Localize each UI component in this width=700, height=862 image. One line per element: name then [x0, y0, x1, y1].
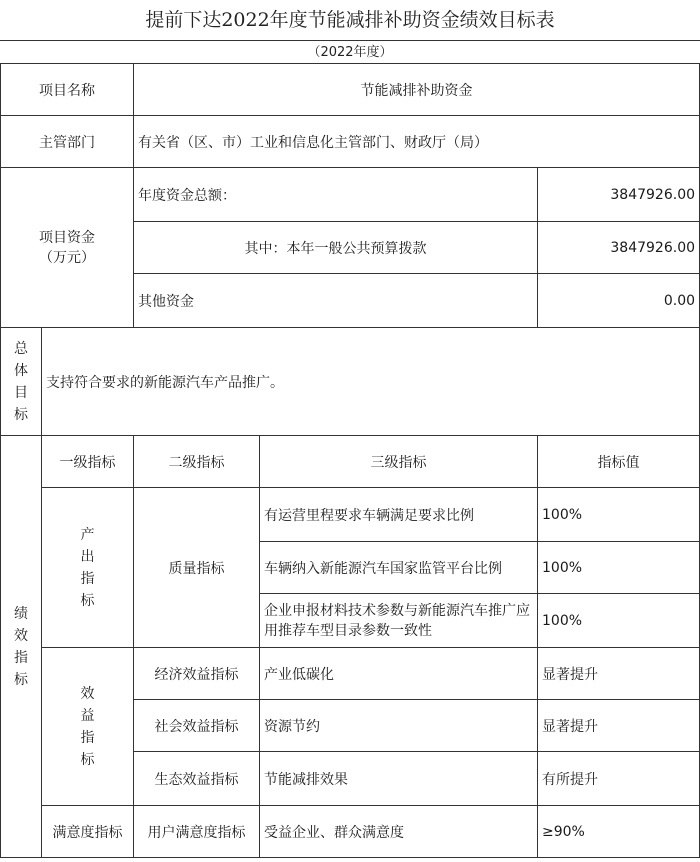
quality-indicator-label: 质量指标: [134, 488, 260, 648]
performance-indicator-label-char: 绩: [14, 605, 28, 622]
indicator-value: 100%: [538, 488, 700, 542]
other-funds-value: 0.00: [538, 274, 700, 328]
overall-goal-label-char: 标: [14, 406, 28, 423]
benefit-indicator-label-char: 效: [80, 685, 95, 702]
page-title: 提前下达2022年度节能减排补助资金绩效目标表: [145, 9, 555, 31]
indicator-row: [1, 648, 700, 700]
funds-total-row: [1, 168, 700, 222]
indicator-value: 显著提升: [538, 648, 700, 700]
funds-label-unit: （万元）: [39, 249, 95, 266]
total-funds-label: 年度资金总额：: [134, 168, 538, 222]
performance-indicator-label-char: 标: [14, 671, 28, 688]
department-value: 有关省（区、市）工业和信息化主管部门、财政厅（局）: [134, 116, 700, 168]
indicator-level2: 经济效益指标: [134, 648, 260, 700]
satisfaction-indicator-label: 满意度指标: [42, 806, 134, 858]
indicator-level2: 社会效益指标: [134, 700, 260, 752]
indicator-header-row: [1, 436, 700, 488]
indicator-name: 产业低碳化: [260, 648, 538, 700]
indicator-value: 有所提升: [538, 752, 700, 806]
header-level2: 二级指标: [134, 436, 260, 488]
funds-label-main: 项目资金: [39, 229, 95, 246]
indicator-value: 显著提升: [538, 700, 700, 752]
department-label: 主管部门: [1, 116, 134, 168]
indicator-value: ≥90%: [538, 806, 700, 858]
indicator-name: 企业申报材料技术参数与新能源汽车推广应用推荐车型目录参数一致性: [260, 594, 538, 648]
total-funds-value: 3847926.00: [538, 168, 700, 222]
funds-label: [1, 168, 134, 328]
indicator-value: 100%: [538, 594, 700, 648]
performance-indicator-label: [1, 436, 42, 858]
benefit-indicator-label: [42, 648, 134, 806]
output-indicator-label-char: 产: [80, 526, 95, 543]
output-indicator-label-char: 出: [80, 548, 95, 565]
project-name-row: [1, 64, 700, 116]
year-label: （2022年度）: [0, 40, 700, 64]
other-funds-label: 其他资金: [134, 274, 538, 328]
benefit-indicator-label-char: 益: [80, 707, 95, 724]
indicator-name: 资源节约: [260, 700, 538, 752]
benefit-indicator-label-char: 标: [80, 751, 95, 768]
department-row: [1, 116, 700, 168]
budget-funds-label: 其中：本年一般公共预算拨款: [134, 222, 538, 274]
project-name-label: 项目名称: [1, 64, 134, 116]
indicator-value: 100%: [538, 542, 700, 594]
target-table: [0, 63, 700, 858]
header-level1: 一级指标: [42, 436, 134, 488]
overall-goal-label: [1, 328, 42, 436]
header-value: 指标值: [538, 436, 700, 488]
performance-indicator-label-char: 效: [14, 627, 28, 644]
budget-funds-value: 3847926.00: [538, 222, 700, 274]
header-level3: 三级指标: [260, 436, 538, 488]
performance-indicator-label-char: 指: [14, 649, 28, 666]
output-indicator-label-char: 指: [80, 570, 95, 587]
overall-goal-text: 支持符合要求的新能源汽车产品推广。: [42, 328, 700, 436]
output-indicator-label: [42, 488, 134, 648]
overall-goal-label-char: 总: [14, 340, 28, 357]
indicator-row: [1, 488, 700, 542]
indicator-level2: 生态效益指标: [134, 752, 260, 806]
indicator-name: 车辆纳入新能源汽车国家监管平台比例: [260, 542, 538, 594]
indicator-name: 节能减排效果: [260, 752, 538, 806]
overall-goal-label-char: 体: [14, 362, 28, 379]
indicator-row: [1, 806, 700, 858]
benefit-indicator-label-char: 指: [80, 729, 95, 746]
indicator-level2: 用户满意度指标: [134, 806, 260, 858]
project-name-value: 节能减排补助资金: [134, 64, 700, 116]
overall-goal-label-char: 目: [14, 384, 28, 401]
output-indicator-label-char: 标: [80, 592, 95, 609]
overall-goal-row: [1, 328, 700, 436]
indicator-name: 有运营里程要求车辆满足要求比例: [260, 488, 538, 542]
indicator-name: 受益企业、群众满意度: [260, 806, 538, 858]
